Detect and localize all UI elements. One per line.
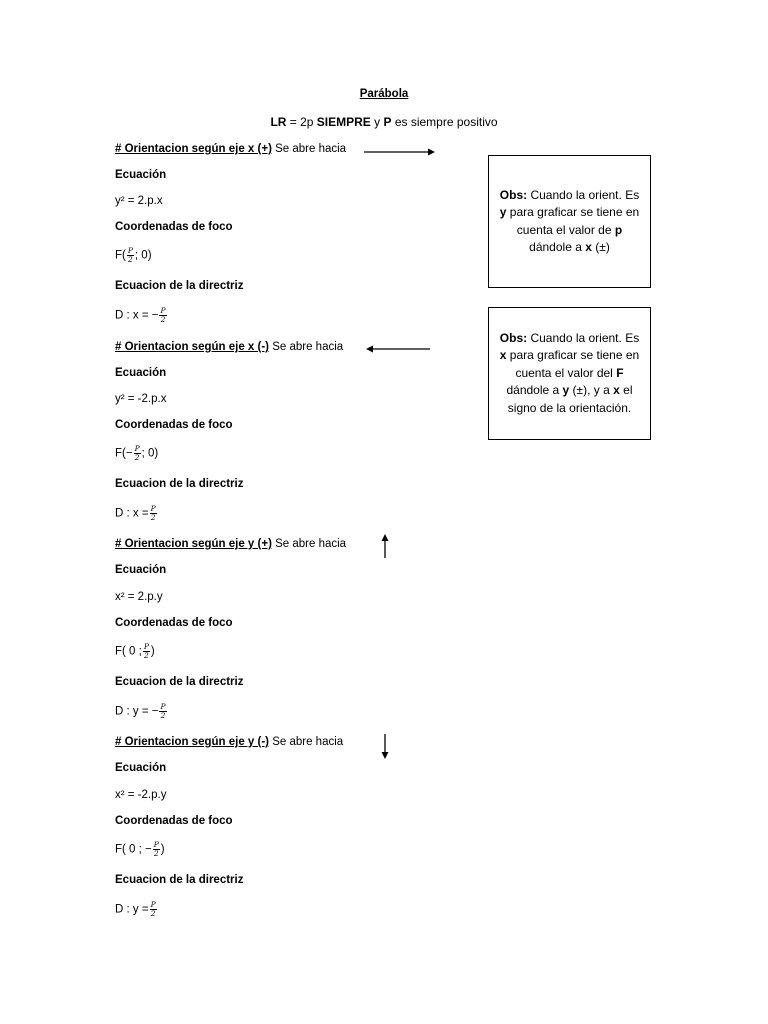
subtitle-eq: = 2p bbox=[286, 115, 317, 129]
arrow-down-icon bbox=[379, 734, 391, 760]
subtitle-siempre: SIEMPRE bbox=[316, 115, 371, 129]
opens-label: Se abre hacia bbox=[269, 736, 344, 748]
focus-value: F( 0 ; − $\frac{P}{2}$ ) bbox=[115, 840, 165, 858]
arrow-right-icon bbox=[364, 146, 436, 158]
directrix-label: Ecuacion de la directriz bbox=[115, 676, 244, 688]
directrix-value: D : x = − $\frac{P}{2}$ bbox=[115, 306, 166, 324]
focus-label: Coordenadas de foco bbox=[115, 815, 233, 827]
equation-label: Ecuación bbox=[115, 762, 167, 774]
section-heading-y-positive bbox=[115, 538, 346, 550]
equation-label: Ecuación bbox=[115, 169, 167, 181]
page-title: Parábola bbox=[359, 88, 409, 100]
opens-label: Se abre hacia bbox=[271, 143, 347, 155]
subtitle-lr: LR bbox=[270, 115, 287, 129]
arrow-left-icon bbox=[366, 343, 432, 355]
fraction-p-over-2: $\frac{P}{2}$ bbox=[127, 246, 133, 264]
equation-label: Ecuación bbox=[115, 367, 167, 379]
focus-value: F( 0 ; $\frac{P}{2}$ ) bbox=[115, 642, 155, 660]
section-heading-x-negative bbox=[115, 341, 343, 353]
subtitle-rest: es siempre positivo bbox=[391, 115, 498, 129]
directrix-value: D : x = $\frac{P}{2}$ bbox=[115, 504, 156, 522]
arrow-up-icon bbox=[379, 534, 391, 560]
equation-value: x² = -2.p.y bbox=[115, 789, 167, 801]
focus-value: F(− $\frac{P}{2}$ ; 0) bbox=[115, 444, 159, 462]
obs-text: Obs: Cuando la orient. Es x para graficar se tiene en cuenta el valor del F dándole a y (±), y a x el signo de la orientación. bbox=[499, 330, 640, 415]
heading-text: # Orientacion según eje x (+) bbox=[115, 143, 272, 155]
fraction-p-over-2: $\frac{P}{2}$ bbox=[160, 702, 166, 720]
subtitle bbox=[0, 115, 768, 129]
obs-text: Obs: Cuando la orient. Es y para graficar se tiene en cuenta el valor de p dándole a x (±) bbox=[499, 187, 640, 254]
obs-box-y-orientation bbox=[488, 155, 651, 288]
directrix-label: Ecuacion de la directriz bbox=[115, 874, 244, 886]
obs-box-x-orientation bbox=[488, 307, 651, 440]
directrix-value: D : y = $\frac{P}{2}$ bbox=[115, 900, 156, 918]
section-heading-x-positive bbox=[115, 143, 346, 155]
subtitle-p: P bbox=[383, 115, 392, 129]
focus-label: Coordenadas de foco bbox=[115, 221, 233, 233]
opens-label: Se abre hacia bbox=[271, 538, 347, 550]
section-heading-y-negative bbox=[115, 736, 343, 748]
fraction-p-over-2: $\frac{P}{2}$ bbox=[134, 444, 140, 462]
focus-value: F( $\frac{P}{2}$ ; 0) bbox=[115, 246, 152, 264]
focus-label: Coordenadas de foco bbox=[115, 617, 233, 629]
directrix-label: Ecuacion de la directriz bbox=[115, 478, 244, 490]
heading-text: # Orientacion según eje x (-) bbox=[115, 341, 270, 353]
heading-text: # Orientacion según eje y (+) bbox=[115, 538, 272, 550]
equation-value: x² = 2.p.y bbox=[115, 591, 163, 603]
fraction-p-over-2: $\frac{P}{2}$ bbox=[143, 642, 149, 660]
heading-text: # Orientacion según eje y (-) bbox=[115, 736, 270, 748]
fraction-p-over-2: $\frac{P}{2}$ bbox=[160, 306, 166, 324]
directrix-label: Ecuacion de la directriz bbox=[115, 280, 244, 292]
opens-label: Se abre hacia bbox=[269, 341, 344, 353]
focus-label: Coordenadas de foco bbox=[115, 419, 233, 431]
equation-label: Ecuación bbox=[115, 564, 167, 576]
fraction-p-over-2: $\frac{P}{2}$ bbox=[150, 900, 156, 918]
directrix-value: D : y = − $\frac{P}{2}$ bbox=[115, 702, 166, 720]
subtitle-y: y bbox=[370, 115, 384, 129]
fraction-p-over-2: $\frac{P}{2}$ bbox=[150, 504, 156, 522]
equation-value: y² = -2.p.x bbox=[115, 393, 167, 405]
fraction-p-over-2: $\frac{P}{2}$ bbox=[153, 840, 159, 858]
equation-value: y² = 2.p.x bbox=[115, 195, 163, 207]
